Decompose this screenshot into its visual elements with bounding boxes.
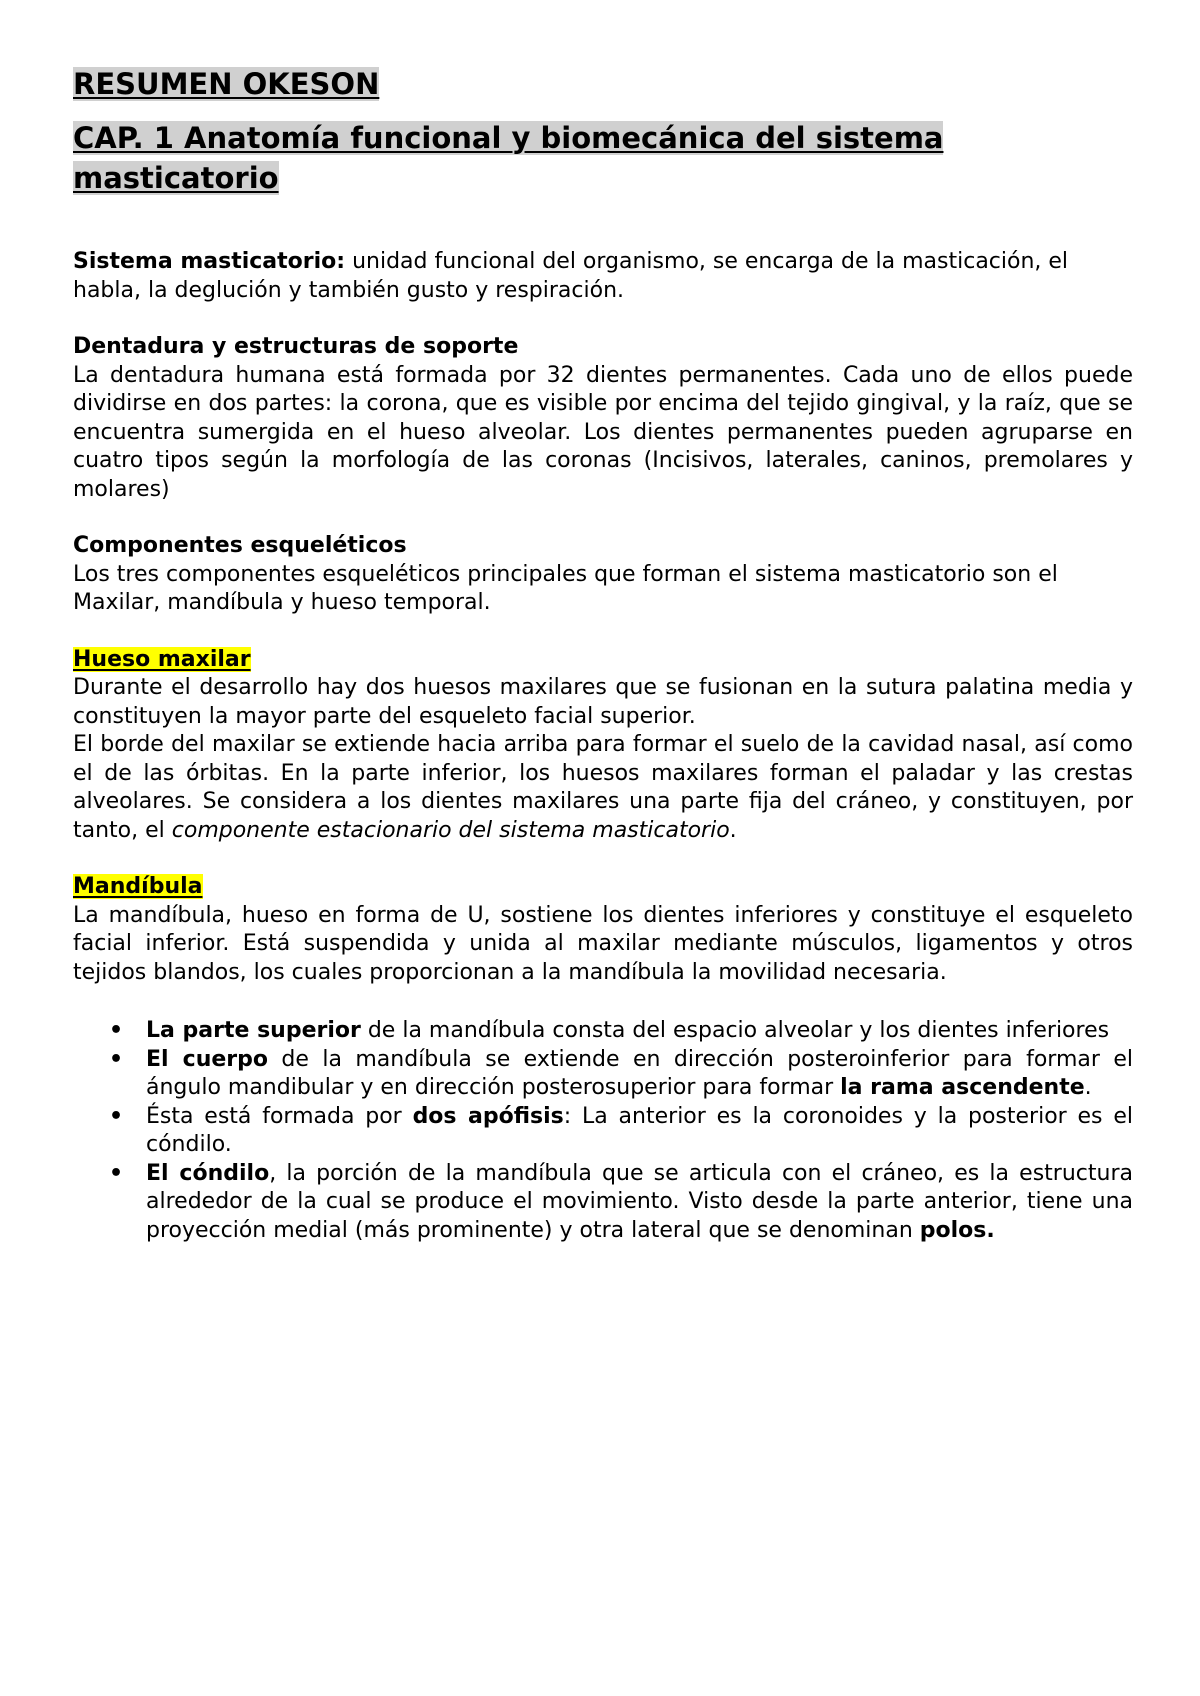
document-page — [73, 64, 1133, 1245]
section-text: Los tres componentes esqueléticos principales que forman el sistema masticatorio son el — [73, 561, 1058, 587]
intro-paragraph — [73, 248, 1133, 305]
italic-term: componente estacionario del sistema masticatorio — [171, 817, 730, 843]
section-heading: Dentadura y estructuras de soporte — [73, 334, 519, 359]
list-item: • Ésta está formada por dos apófisis: La anterior es la coronoides y la posterior es el cóndilo. — [109, 1103, 1133, 1157]
section-text: La mandíbula, hueso en forma de U, sostiene los dientes inferiores y constituye el esqueleto facial inferior. Está suspendida y unida al maxilar mediante músculos, ligamentos y otros tejidos blandos, los cuales proporcionan a la mandíbula la movilidad necesaria. — [73, 902, 1133, 985]
list-item: • La parte superior de la mandíbula consta del espacio alveolar y los dientes inferiores — [73, 1017, 1133, 1046]
intro-term: Sistema masticatorio: — [73, 249, 346, 274]
bullet-icon: • — [109, 1160, 124, 1186]
section-text: Maxilar, mandíbula y hueso temporal. — [73, 590, 491, 615]
bullet-icon: • — [109, 1018, 124, 1043]
chapter-title: CAP. 1 Anatomía funcional y biomecánica del sistema masticatorio — [73, 121, 944, 195]
section-mandibula — [73, 873, 1133, 1245]
list-item: • El cóndilo, la porción de la mandíbula que se articula con el cráneo, es la estructura alrededor de la cual se produce el movimiento. Visto desde la parte anterior, tiene una proyección medial (más prominente) y otra lateral que se denominan polos. — [109, 1160, 1133, 1243]
bullet-icon: • — [109, 1103, 124, 1129]
bullet-icon: • — [109, 1046, 124, 1072]
section-text: Durante el desarrollo hay dos huesos maxilares que se fusionan en la sutura palatina media y constituyen la mayor parte del esqueleto facial superior. — [73, 675, 1133, 729]
section-dentadura — [73, 333, 1133, 504]
bullet-list — [73, 1017, 1133, 1245]
section-componentes — [73, 532, 1133, 618]
section-heading: Hueso maxilar — [73, 646, 251, 672]
section-maxilar — [73, 646, 1133, 846]
section-text: El borde del maxilar se extiende hacia arriba para formar el suelo de la cavidad nasal, así como el de las órbitas. En la parte inferior, los huesos maxilares forman el paladar y las crestas alveolares. Se considera a los dientes maxilares una parte fija del cráneo, y constituyen, por tanto, el componente estacionario del sistema masticatorio. — [73, 732, 1133, 843]
section-heading: Mandíbula — [73, 874, 203, 899]
intro-text: unidad funcional del organismo, se encarga de la masticación, el habla, la deglución y también gusto y respiración. — [73, 249, 1069, 303]
section-heading: Componentes esqueléticos — [73, 533, 407, 558]
document-title: RESUMEN OKESON — [73, 67, 380, 101]
list-item: • El cuerpo de la mandíbula se extiende en dirección posteroinferior para formar el ángulo mandibular y en dirección posterosuperior para formar la rama ascendente. — [109, 1046, 1133, 1100]
section-text: La dentadura humana está formada por 32 dientes permanentes. Cada uno de ellos puede dividirse en dos partes: la corona, que es visible por encima del tejido gingival, y la raíz, que se encuentra sumergida en el hueso alveolar. Los dientes permanentes pueden agruparse en cuatro tipos según la morfología de las coronas (Incisivos, laterales, caninos, premolares y molares) — [73, 362, 1133, 502]
